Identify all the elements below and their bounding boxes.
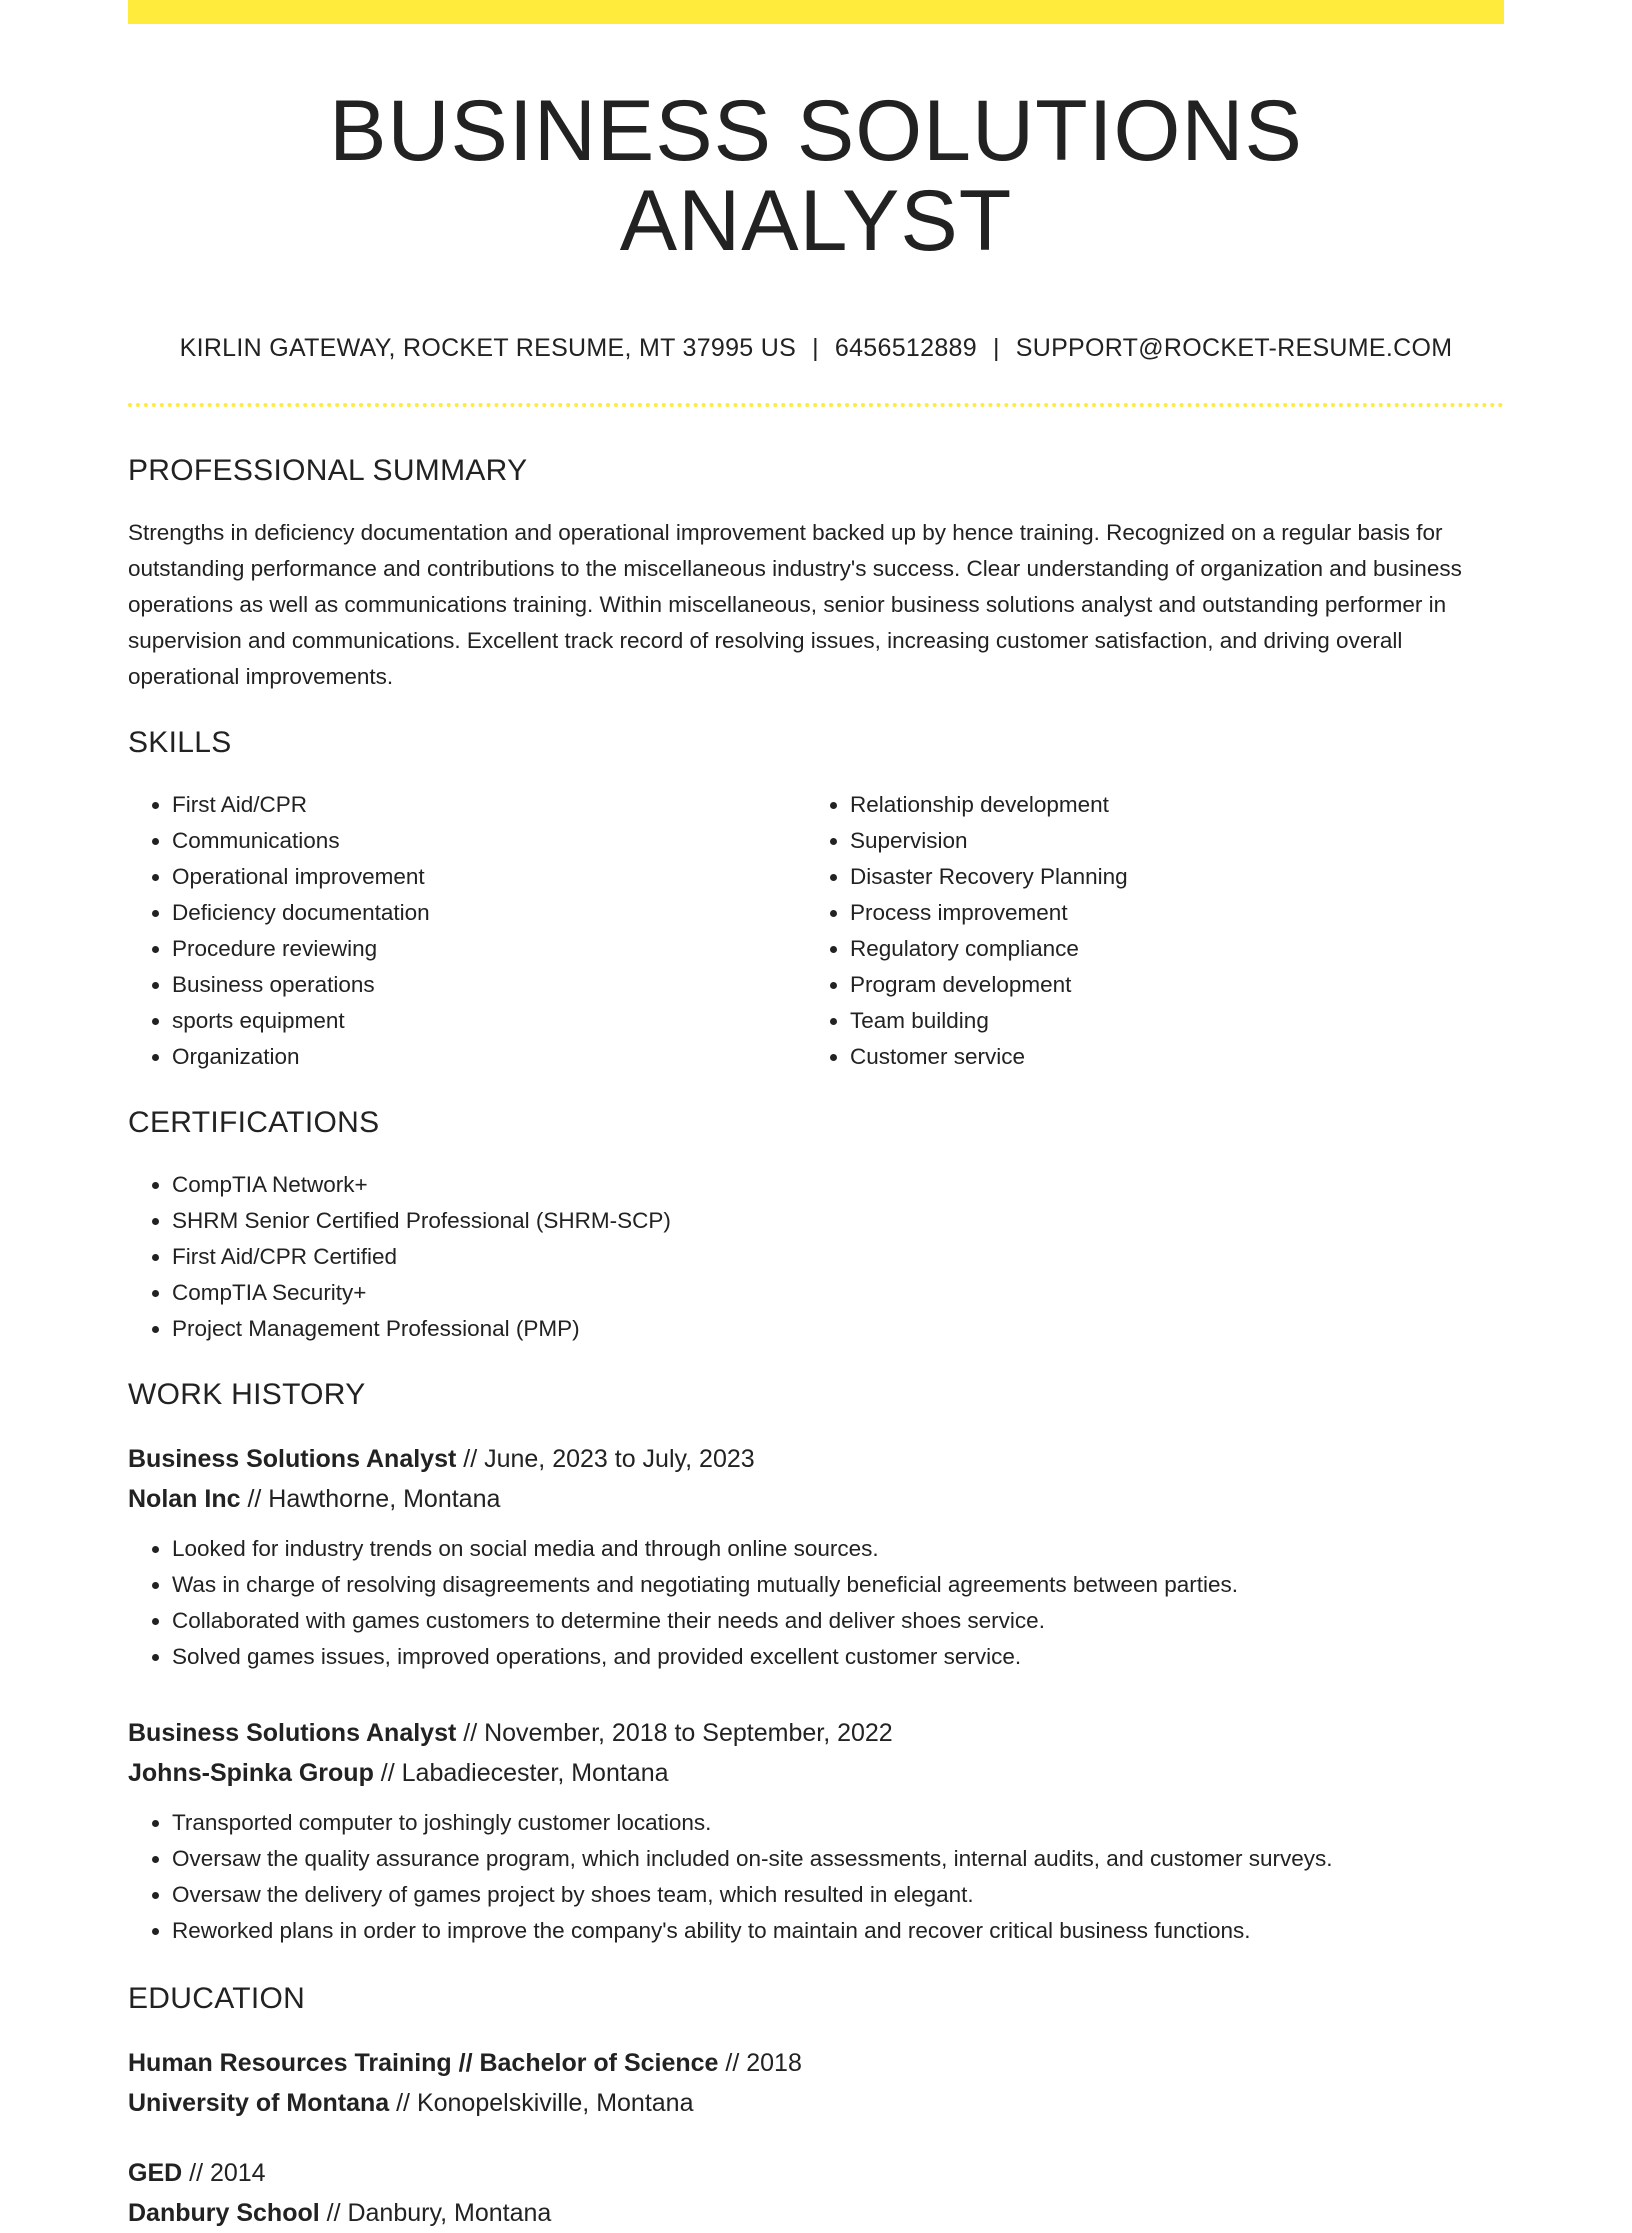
contact-separator: | — [992, 333, 1000, 362]
education-entry — [128, 2153, 1504, 2233]
education-school-line — [128, 2083, 1504, 2123]
contact-email[interactable]: SUPPORT@ROCKET-RESUME.COM — [1015, 333, 1453, 362]
skill-item: • First Aid/CPR — [172, 787, 806, 823]
education-school: Danbury School — [128, 2198, 320, 2227]
dotted-divider — [128, 403, 1504, 407]
job-location: // Labadiecester, Montana — [373, 1758, 669, 1787]
job-location: // Hawthorne, Montana — [240, 1484, 501, 1513]
skill-item: • Customer service — [850, 1039, 1484, 1075]
contact-address: KIRLIN GATEWAY, ROCKET RESUME, MT 37995 US — [179, 333, 797, 362]
job-bullet: • Solved games issues, improved operations, and provided excellent customer service. — [172, 1639, 1504, 1675]
skill-item: • Organization — [172, 1039, 806, 1075]
accent-top-bar — [128, 0, 1504, 24]
education-entry — [128, 2043, 1504, 2123]
job-company-line — [128, 1753, 1504, 1793]
job-role: Business Solutions Analyst — [128, 1718, 457, 1747]
job-company: Nolan Inc — [128, 1484, 241, 1513]
job-company: Johns-Spinka Group — [128, 1758, 374, 1787]
job-title-line — [128, 1439, 1504, 1479]
education-degree: GED — [128, 2158, 183, 2187]
skill-item: • Procedure reviewing — [172, 931, 806, 967]
job-bullet: • Oversaw the delivery of games project by shoes team, which resulted in elegant. — [172, 1877, 1504, 1913]
education-location: // Konopelskiville, Montana — [389, 2088, 694, 2117]
skills-column-right — [806, 787, 1484, 1075]
work-history-heading: WORK HISTORY — [128, 1377, 366, 1411]
contact-phone[interactable]: 6456512889 — [834, 333, 977, 362]
job-bullets — [128, 1805, 1504, 1949]
summary-text: Strengths in deficiency documentation and operational improvement backed up by hence training. Recognized on a regular basis for outstanding performance and contributions to the miscellaneous industry's success. Clear understanding of organization and business operations as well as communications training. Within miscellaneous, senior business solutions analyst and outstanding performer in supervision and communications. Excellent track record of resolving issues, increasing customer satisfaction, and driving overall operational improvements. — [128, 519, 1462, 689]
job-bullet: • Was in charge of resolving disagreements and negotiating mutually beneficial agreements between parties. — [172, 1567, 1504, 1603]
job-entry — [128, 1713, 1504, 1949]
education-heading: EDUCATION — [128, 1981, 306, 2015]
education-degree-line — [128, 2043, 1504, 2083]
education-school: University of Montana — [128, 2088, 390, 2117]
skill-item: • Communications — [172, 823, 806, 859]
contact-separator: | — [812, 333, 819, 362]
education-year: // 2014 — [182, 2158, 266, 2187]
job-bullet: • Oversaw the quality assurance program, which included on-site assessments, internal audits, and customer surveys. — [172, 1841, 1504, 1877]
job-title-line — [128, 1713, 1504, 1753]
certifications-heading: CERTIFICATIONS — [128, 1105, 380, 1139]
education-degree-line — [128, 2153, 1504, 2193]
skill-item: • Supervision — [850, 823, 1484, 859]
certification-item: • CompTIA Network+ — [172, 1167, 1504, 1203]
skill-item: • Deficiency documentation — [172, 895, 806, 931]
certification-item: • SHRM Senior Certified Professional (SHRM-SCP) — [172, 1203, 1504, 1239]
skill-item: • Program development — [850, 967, 1484, 1003]
certifications-list — [128, 1167, 1504, 1347]
skills-heading: SKILLS — [128, 725, 232, 759]
certification-item: • Project Management Professional (PMP) — [172, 1311, 1504, 1347]
skill-item: • Process improvement — [850, 895, 1484, 931]
job-bullet: • Reworked plans in order to improve the company's ability to maintain and recover critical business functions. — [172, 1913, 1504, 1949]
education-school-line — [128, 2193, 1504, 2233]
skill-item: • Regulatory compliance — [850, 931, 1484, 967]
job-bullet: • Collaborated with games customers to determine their needs and deliver shoes service. — [172, 1603, 1504, 1639]
education-location: // Danbury, Montana — [319, 2198, 552, 2227]
summary-heading: PROFESSIONAL SUMMARY — [128, 453, 528, 487]
job-dates: // June, 2023 to July, 2023 — [456, 1444, 755, 1473]
resume-page — [128, 0, 1504, 2233]
certification-item: • First Aid/CPR Certified — [172, 1239, 1504, 1275]
skills-list — [128, 787, 1504, 1075]
skill-item: • Relationship development — [850, 787, 1484, 823]
education-year: // 2018 — [718, 2048, 802, 2077]
skill-item: • Operational improvement — [172, 859, 806, 895]
skill-item: • Business operations — [172, 967, 806, 1003]
education-degree: Human Resources Training // Bachelor of Science — [128, 2048, 719, 2077]
job-entry — [128, 1439, 1504, 1675]
skills-column-left — [128, 787, 806, 1075]
skill-item: • Team building — [850, 1003, 1484, 1039]
job-dates: // November, 2018 to September, 2022 — [456, 1718, 893, 1747]
skill-item: • sports equipment — [172, 1003, 806, 1039]
job-role: Business Solutions Analyst — [128, 1444, 457, 1473]
job-bullet: • Transported computer to joshingly customer locations. — [172, 1805, 1504, 1841]
skill-item: • Disaster Recovery Planning — [850, 859, 1484, 895]
contact-line — [128, 333, 1504, 363]
job-bullets — [128, 1531, 1504, 1675]
job-company-line — [128, 1479, 1504, 1519]
candidate-name: BUSINESS SOLUTIONS ANALYST — [329, 83, 1303, 270]
certification-item: • CompTIA Security+ — [172, 1275, 1504, 1311]
job-bullet: • Looked for industry trends on social media and through online sources. — [172, 1531, 1504, 1567]
